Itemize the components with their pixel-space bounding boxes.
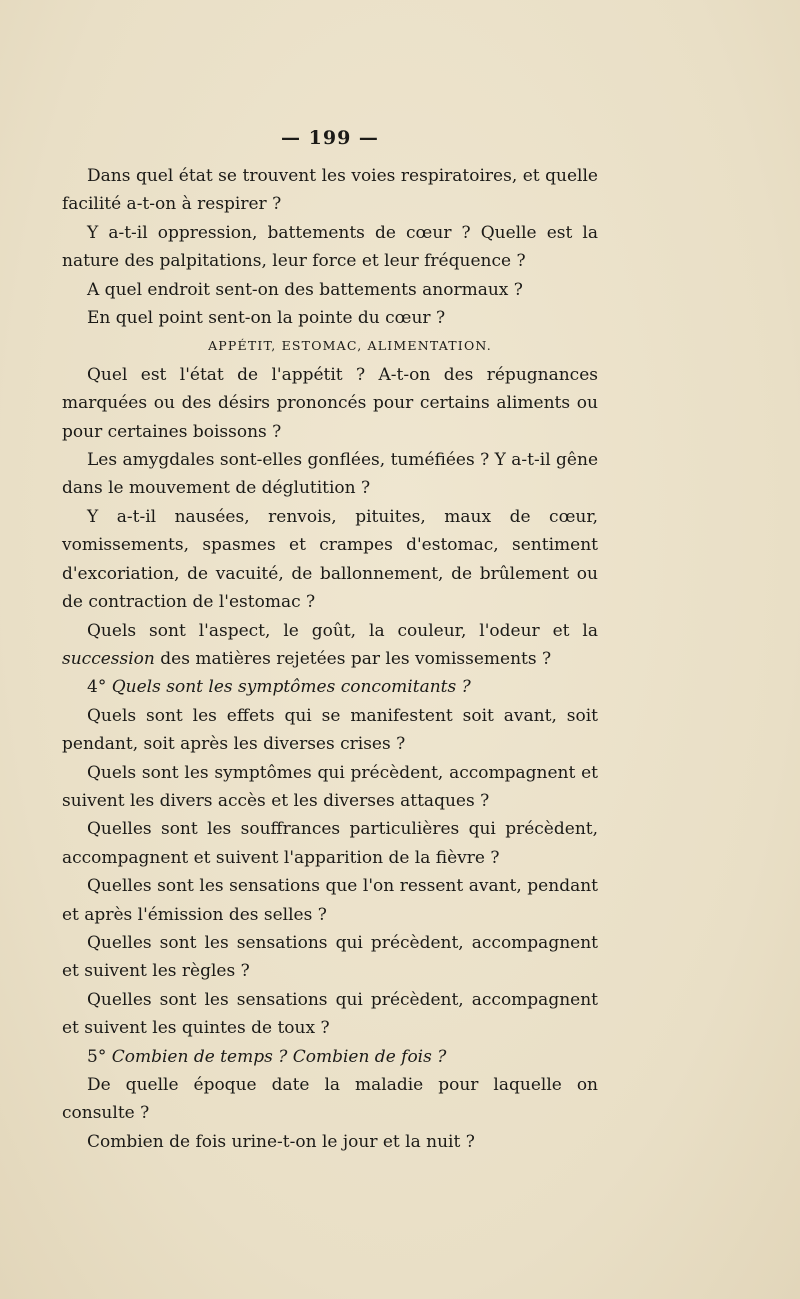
paragraph-urine: Combien de fois urine-t-on le jour et la nuit ? [87, 1131, 475, 1152]
paragraph-crises: Quels sont les effets qui se manifestent soit avant, soit pendant, soit après les diverses crises ? [62, 705, 598, 755]
page-body [62, 162, 598, 1156]
paragraph-epoque: De quelle époque date la maladie pour laquelle on consulte ? [62, 1075, 598, 1124]
paragraph-pointe-coeur: En quel point sent-on la pointe du cœur ? [87, 308, 446, 329]
succession-italic: succession [62, 648, 155, 669]
paragraph-vomissements [62, 617, 598, 674]
paragraph-amygdales: Les amygdales sont-elles gonflées, tuméfiées ? Y a-t-il gêne dans le mouvement de déglutition ? [62, 450, 598, 499]
paragraph-acces: Quels sont les symptômes qui précèdent, accompagnent et suivent les divers accès et les diverses attaques ? [62, 762, 598, 811]
paragraph-toux: Quelles sont les sensations qui précèdent, accompagnent et suivent les quintes de toux ? [62, 989, 598, 1039]
paragraph-selles: Quelles sont les sensations que l'on ressent avant, pendant et après l'émission des selles ? [62, 876, 598, 925]
vomissements-text-end: des matières rejetées par les vomissements ? [154, 648, 552, 669]
page-number: — 199 — [281, 127, 379, 149]
section-heading-appetit: APPÉTIT, ESTOMAC, ALIMENTATION. [208, 338, 492, 354]
paragraph-respiration: Dans quel état se trouvent les voies respiratoires, et quelle facilité a-t-on à respirer ? [62, 166, 598, 215]
paragraph-appetit: Quel est l'état de l'appétit ? A-t-on des répugnances marquées ou des désirs prononcés pour certains aliments ou pour certaines boissons ? [62, 364, 598, 442]
paragraph-battements: A quel endroit sent-on des battements anormaux ? [87, 279, 523, 300]
subsection-4-heading [62, 673, 598, 701]
vomissements-text-start: Quels sont l'aspect, le goût, la couleur, l'odeur et la [87, 620, 598, 641]
paragraph-fievre: Quelles sont les souffrances particulières qui précèdent, accompagnent et suivent l'apparition de la fièvre ? [62, 819, 598, 868]
subsection-5-number: 5° [87, 1046, 107, 1067]
paragraph-oppression: Y a-t-il oppression, battements de cœur ? Quelle est la nature des palpitations, leur force et leur fréquence ? [62, 222, 598, 272]
subsection-5-heading [62, 1043, 598, 1071]
subsection-5-title: Combien de temps ? Combien de fois ? [111, 1046, 447, 1067]
paragraph-nausees: Y a-t-il nausées, renvois, pituites, maux de cœur, vomissements, spasmes et crampes d'estomac, sentiment d'excoriation, de vacuité, de ballonnement, de brûlement ou de contraction de l'estomac ? [62, 506, 598, 613]
subsection-4-number: 4° [87, 677, 107, 698]
paragraph-regles: Quelles sont les sensations qui précèdent, accompagnent et suivent les règles ? [62, 932, 598, 982]
subsection-4-title: Quels sont les symptômes concomitants ? [111, 677, 471, 698]
